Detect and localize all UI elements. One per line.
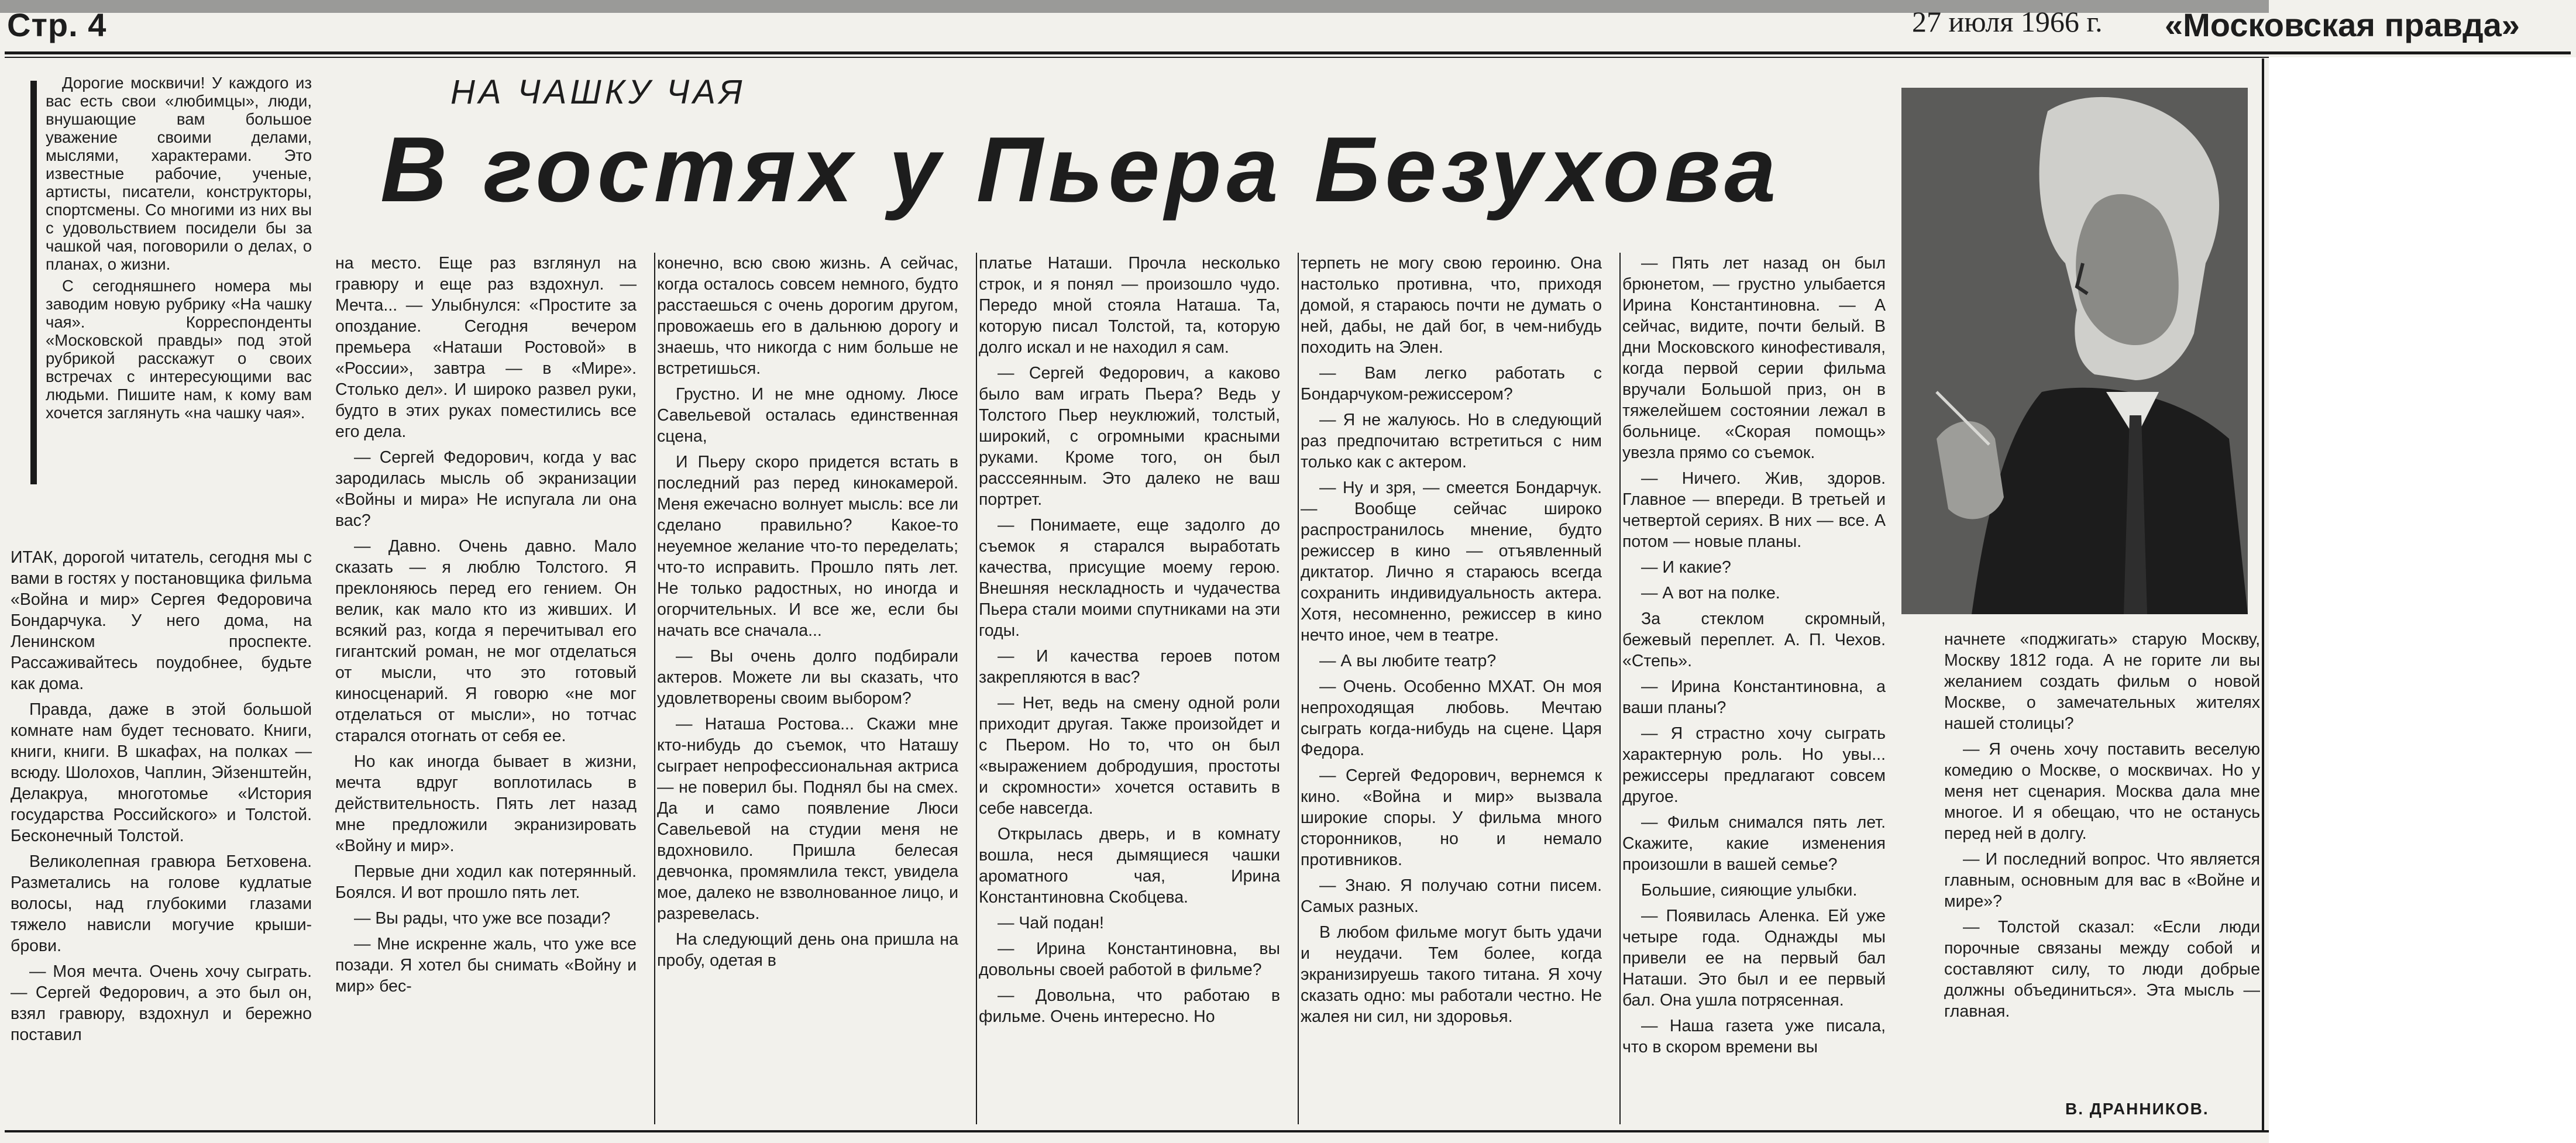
article-paragraph: За стеклом скромный, бежевый переплет. А. П. Чехов. «Степь». <box>1622 610 1886 670</box>
article-paragraph: Грустно. И не мне одному. Люсе Савельевой осталась единственная сцена, <box>657 385 958 446</box>
article-paragraph: — Ну и зря, — смеется Бондарчук. — Вообще сейчас широко распространилось мнение, будто режиссер в кино — отъявленный диктатор. Лично я стараюсь всегда сохранить индивидуальность актера. Хотя, несомненно, режиссер в кино нечто иное, чем в театре. <box>1301 478 1602 645</box>
article-column-5 <box>1301 253 1602 1032</box>
article-column-6 <box>1622 253 1886 1062</box>
article-title: В гостях у Пьера Безухова <box>380 118 1781 221</box>
article-paragraph: — Знаю. Я получаю сотни писем. Самых разных. <box>1301 876 1602 916</box>
article-paragraph: Большие, сияющие улыбки. <box>1641 881 1858 900</box>
column-divider <box>976 253 977 1124</box>
bottom-rule <box>5 1130 2269 1132</box>
article-paragraph: Первые дни ходил как потерянный. Боялся. И вот прошло пять лет. <box>335 862 637 902</box>
article-paragraph: — Пять лет назад он был брюнетом, — грустно улыбается Ирина Константиновна. — А сейчас, видите, почти белый. В дни Московского кинофестиваля, когда первой серии фильма вручали Большой приз, он в тяжелейшем состоянии лежал в больнице. «Скорая помощь» увезла прямо со съемок. <box>1622 254 1886 462</box>
article-paragraph: — Очень. Особенно МХАТ. Он моя непроходящая любовь. Мечтаю сыграть когда-нибудь на сцене. Царя Федора. <box>1301 677 1602 759</box>
newspaper-name: «Московская правда» <box>2165 6 2520 43</box>
article-paragraph: на место. Еще раз взглянул на гравюру и еще раз вздохнул. — Мечта... — Улыбнулся: «Простите за опоздание. Сегодня вечером премьера «Наташи Ростовой» в «России», завтра — в «Мире». Столько дел». И широко развел руки, будто в этих руках поместились все его дела. <box>335 254 637 441</box>
page-number: Стр. 4 <box>7 6 107 43</box>
intro-paragraph: Дорогие москвичи! У каждого из вас есть свои «любимцы», люди, внушающие вам большое уважение своими делами, мыслями, характерами. Это известные рабочие, ученые, артисты, писатели, конструкторы, спортсмены. Со многими из них вы с удовольствием посидели бы за чашкой чая, поговорили о делах, о планах, о жизни. <box>46 74 312 273</box>
article-paragraph: Правда, даже в этой большой комнате нам будет тесновато. Книги, книги, книги. В шкафах, на полках — всюду. Шолохов, Чаплин, Эйзенштейн, Делакруа, многотомье «История государства Российского» и Толстой. Бесконечный Толстой. <box>11 700 312 845</box>
column-divider <box>1298 253 1299 1124</box>
article-column-1 <box>11 547 312 1050</box>
article-paragraph: — Появилась Аленка. Ей уже четыре года. Однажды мы привели ее на первый бал Наташи. Это был и ее первый бал. Она ушла потрясенная. <box>1622 907 1886 1010</box>
article-paragraph: — И качества героев потом закрепляются в вас? <box>979 647 1280 687</box>
article-paragraph: — А вы любите театр? <box>1319 652 1497 670</box>
blank-margin <box>2269 57 2576 1143</box>
article-paragraph: — Я не жалуюсь. Но в следующий раз предпочитаю встретиться с ним только как с актером. <box>1301 411 1602 471</box>
article-paragraph: — Вам легко работать с Бондарчуком-режиссером? <box>1301 364 1602 404</box>
page-edge-rule <box>2262 58 2264 1130</box>
header-rule-thin <box>5 57 2269 58</box>
article-paragraph: — Чай подан! <box>998 914 1104 932</box>
intro-paragraph: С сегодняшнего номера мы заводим новую рубрику «На чашку чая». Корреспонденты «Московской правды» под этой рубрикой расскажут о своих встречах с интересующими вас людьми. Пишите нам, к кому вам хочется заглянуть «на чашку чая». <box>46 277 312 422</box>
article-paragraph: — Наша газета уже писала, что в скором времени вы <box>1622 1017 1886 1056</box>
article-paragraph: — Ирина Константиновна, вы довольны своей работой в фильме? <box>979 939 1280 979</box>
article-paragraph: — Нет, ведь на смену одной роли приходит другая. Также произойдет и с Пьером. Но то, что он был «выражением добродушия, простоты и скромности» хочется оставить в себе навсегда. <box>979 694 1280 818</box>
article-column-7 <box>1944 629 2260 1027</box>
article-paragraph: И Пьеру скоро придется встать в последний раз перед кинокамерой. Меня ежечасно волнует мысль: все ли сделано правильно? Какое-то неуемное желание что-то переделать; что-то исправить. Прошло пять лет. Не только радостных, но иногда и огорчительных. И все же, если бы начать все сначала... <box>657 453 958 640</box>
header-rule <box>5 51 2571 54</box>
article-paragraph: — Фильм снимался пять лет. Скажите, какие изменения произошли в вашей семье? <box>1622 813 1886 874</box>
article-paragraph: — Наташа Ростова... Скажи мне кто-нибудь до съемок, что Наташу сыграет непрофессиональная актриса — не поверил бы. Поднял бы на смех. Да и само появление Люси Савельевой на студии меня не вдохновило. Пришла белесая девчонка, промямлила текст, увидела мое, далеко не взволнованное лицо, и разревелась. <box>657 715 958 923</box>
article-paragraph: — И какие? <box>1641 558 1731 577</box>
article-column-2 <box>335 253 637 1001</box>
intro-block <box>46 74 312 425</box>
portrait-photo <box>1901 88 2248 614</box>
article-paragraph: ИТАК, дорогой читатель, сегодня мы с вами в гостях у постановщика фильма «Война и мир» Сергея Федоровича Бондарчука. У него дома, на Ленинском проспекте. Рассаживайтесь поудобнее, будьте как дома. <box>11 548 312 693</box>
article-paragraph: — Я страстно хочу сыграть характерную роль. Но увы... режиссеры предлагают совсем другое. <box>1622 724 1886 806</box>
article-paragraph: — Давно. Очень давно. Мало сказать — я люблю Толстого. Я преклоняюсь перед его гением. Он велик, как мало кто из живших. И всякий раз, когда я перечитывал его гигантский роман, не мог отделаться от мысли, что это готовый киносценарий. Я говорю «не мог отделаться от мысли», но тотчас старался отогнать от себя ее. <box>335 537 637 745</box>
author-signature: В. ДРАННИКОВ. <box>2065 1100 2209 1118</box>
portrait-illustration <box>1901 88 2248 614</box>
article-column-3 <box>657 253 958 976</box>
article-paragraph: — Ничего. Жив, здоров. Главное — впереди. В третьей и четвертой сериях. В них — все. А потом — новые планы. <box>1622 469 1886 551</box>
article-paragraph: Открылась дверь, и в комнату вошла, неся дымящиеся чашки ароматного чая, Ирина Константиновна Скобцева. <box>979 825 1280 907</box>
article-paragraph: — Я очень хочу поставить веселую комедию о Москве, о москвичах. Но у меня нет сценария. Москва дала мне многое. И я обещаю, что не останусь перед ней в долгу. <box>1944 740 2260 843</box>
article-paragraph: — Вы очень долго подбирали актеров. Можете ли вы сказать, что удовлетворены своим выбором? <box>657 647 958 708</box>
article-paragraph: — Сергей Федорович, вернемся к кино. «Война и мир» вызвала широкие споры. У фильма много сторонников, но и немало противников. <box>1301 766 1602 869</box>
article-paragraph: — Моя мечта. Очень хочу сыграть. — Сергей Федорович, а это был он, взял гравюру, вздохнул и бережно поставил <box>11 962 312 1044</box>
article-paragraph: — Довольна, что работаю в фильме. Очень интересно. Но <box>979 986 1280 1026</box>
article-paragraph: — Ирина Константиновна, а ваши планы? <box>1622 677 1886 717</box>
article-paragraph: — И последний вопрос. Что является главным, основным для вас в «Войне и мире»? <box>1944 850 2260 911</box>
article-paragraph: — Мне искренне жаль, что уже все позади. Я хотел бы снимать «Войну и мир» бес- <box>335 935 637 996</box>
article-paragraph: В любом фильме могут быть удачи и неудачи. Тем более, когда экранизируешь такого титана. Я хочу сказать одно: мы работали честно. Не жалея ни сил, ни здоровья. <box>1301 923 1602 1026</box>
column-divider <box>1619 253 1621 1124</box>
article-paragraph: — Толстой сказал: «Если люди порочные связаны между собой и составляют силу, то люди добрые должны объединиться». Эта мысль — главная. <box>1944 918 2260 1021</box>
article-paragraph: платье Наташи. Прочла несколько строк, и я понял — произошло чудо. Передо мной стояла Наташа. Та, которую писал Толстой, та, которую долго искал и не находил я сам. <box>979 254 1280 357</box>
article-paragraph: — Сергей Федорович, когда у вас зародилась мысль об экранизации «Войны и мира» Не испугала ли она вас? <box>335 448 637 530</box>
article-paragraph: — Сергей Федорович, а каково было вам играть Пьера? Ведь у Толстого Пьер неуклюжий, толстый, широкий, с огромными красными руками. Кроме того, он был расссеянным. Это далеко не ваш портрет. <box>979 364 1280 509</box>
article-paragraph: — А вот на полке. <box>1641 584 1780 603</box>
article-paragraph: На следующий день она пришла на пробу, одетая в <box>657 930 958 970</box>
issue-date: 27 июля 1966 г. <box>1912 5 2103 38</box>
article-paragraph: Великолепная гравюра Бетховена. Разметались на голове кудлатые волосы, над глубокими глазами тяжело нависли могучие крыши-брови. <box>11 852 312 955</box>
intro-bar <box>30 81 37 484</box>
article-paragraph: — Понимаете, еще задолго до съемок я старался выработать качества, присущие моему герою. Внешняя нескладность и чудачества Пьера стали моими спутниками на эти годы. <box>979 516 1280 640</box>
article-paragraph: — Вы рады, что уже все позади? <box>354 909 611 928</box>
rubric: НА ЧАШКУ ЧАЯ <box>450 73 746 111</box>
column-divider <box>654 253 655 1124</box>
article-column-4 <box>979 253 1280 1032</box>
article-paragraph: начнете «поджигать» старую Москву, Москву 1812 года. А не горите ли вы желанием создать фильм о новой Москве, о замечательных жителях нашей столицы? <box>1944 630 2260 733</box>
article-paragraph: Но как иногда бывает в жизни, мечта вдруг воплотилась в действительность. Пять лет назад мне предложили экранизировать «Войну и мир». <box>335 752 637 855</box>
article-paragraph: конечно, всю свою жизнь. А сейчас, когда осталось совсем немного, будто расстаешься с очень дорогим другом, провожаешь его в дальнюю дорогу и знаешь, что никогда с ним больше не встретишься. <box>657 254 958 378</box>
article-paragraph: терпеть не могу свою героиню. Она настолько противна, что, приходя домой, я стараюсь почти не думать о ней, дабы, не дай бог, в чем-нибудь походить на Элен. <box>1301 254 1602 357</box>
